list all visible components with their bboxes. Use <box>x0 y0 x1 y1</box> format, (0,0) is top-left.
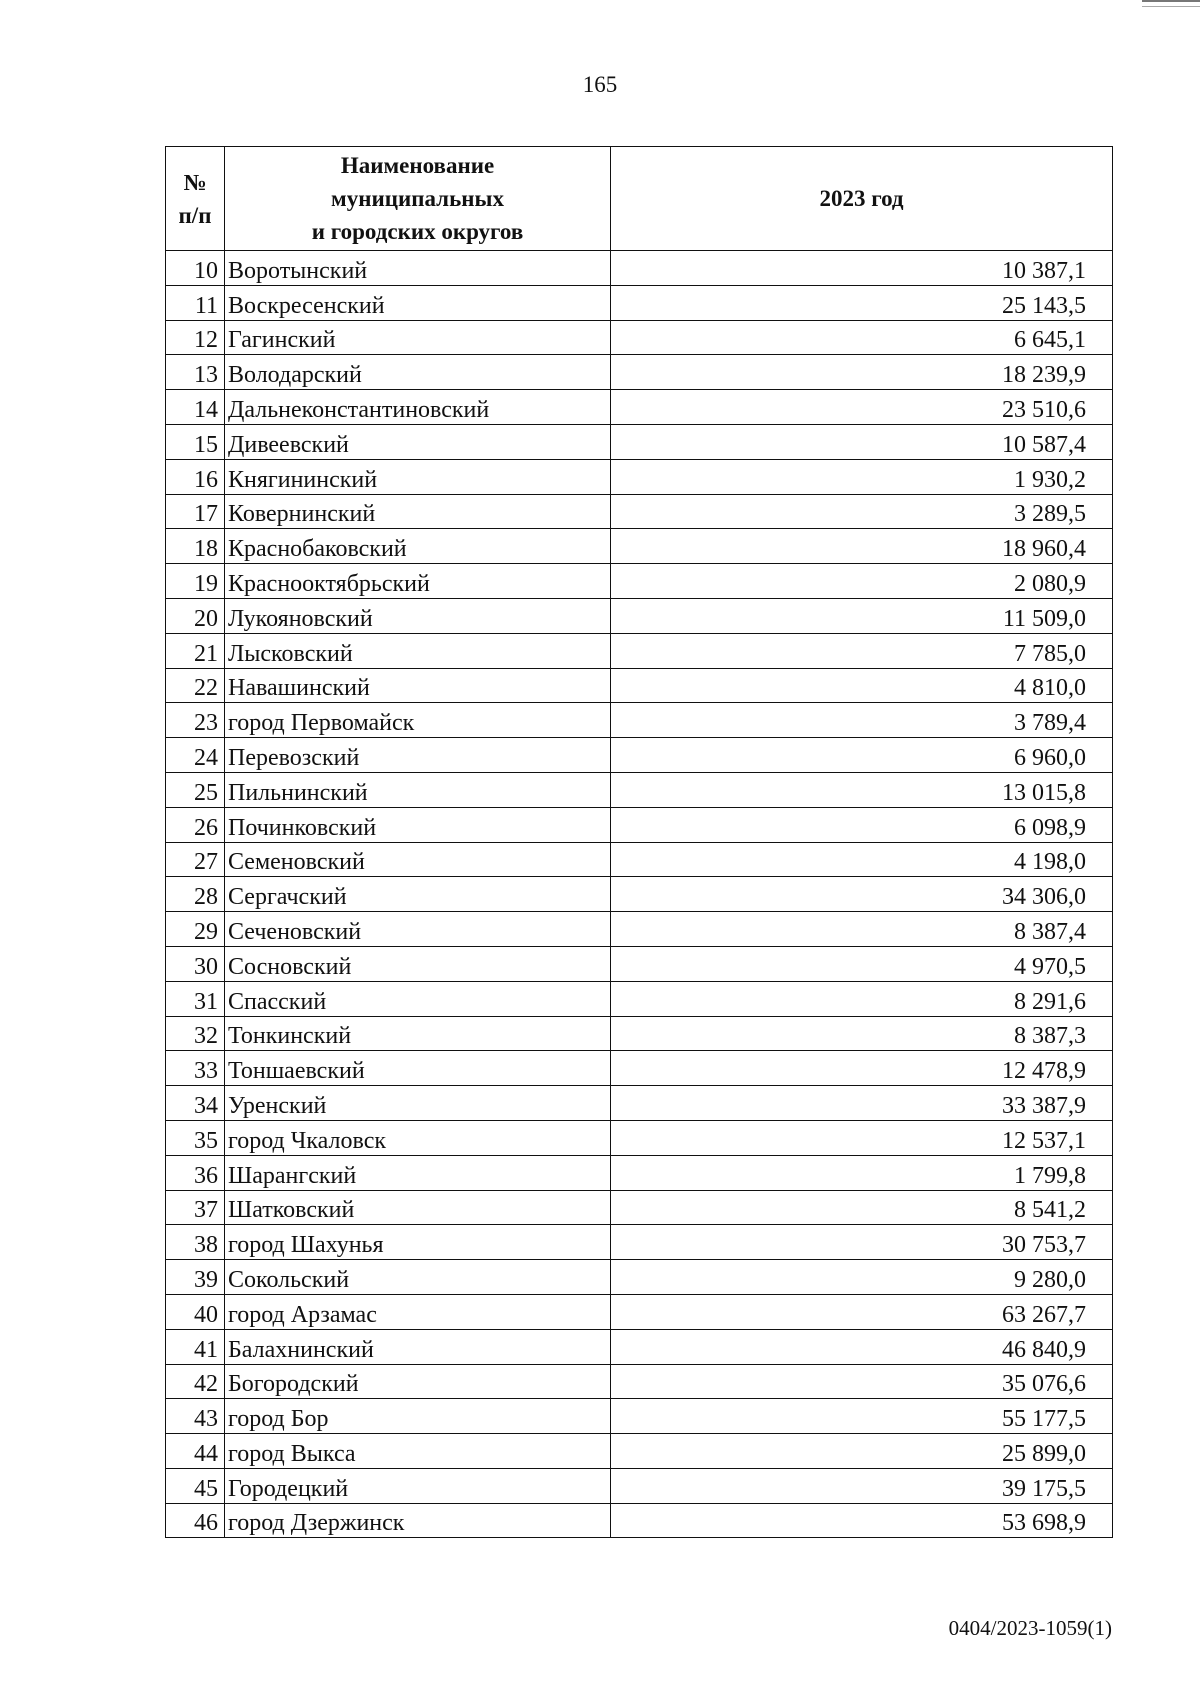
table-body <box>166 251 1113 1538</box>
row-number-cell: 37 <box>166 1190 225 1225</box>
table-row <box>166 1225 1113 1260</box>
district-name-cell: Пильнинский <box>225 772 611 807</box>
table-row <box>166 946 1113 981</box>
header-name-line3: и городских округов <box>311 219 524 244</box>
value-2023-cell: 6 098,9 <box>611 807 1113 842</box>
table-row <box>166 772 1113 807</box>
table-row <box>166 1468 1113 1503</box>
row-number-cell: 21 <box>166 633 225 668</box>
table-row <box>166 390 1113 425</box>
value-2023-cell: 13 015,8 <box>611 772 1113 807</box>
row-number-cell: 18 <box>166 529 225 564</box>
value-2023-cell: 8 291,6 <box>611 981 1113 1016</box>
row-number-cell: 31 <box>166 981 225 1016</box>
district-name-cell: Ковернинский <box>225 494 611 529</box>
table-row <box>166 1190 1113 1225</box>
value-2023-cell: 3 789,4 <box>611 703 1113 738</box>
row-number-cell: 36 <box>166 1155 225 1190</box>
value-2023-cell: 12 537,1 <box>611 1120 1113 1155</box>
value-2023-cell: 12 478,9 <box>611 1051 1113 1086</box>
table-row <box>166 1260 1113 1295</box>
district-name-cell: Семеновский <box>225 842 611 877</box>
row-number-cell: 41 <box>166 1329 225 1364</box>
district-name-cell: Тоншаевский <box>225 1051 611 1086</box>
value-2023-cell: 8 541,2 <box>611 1190 1113 1225</box>
row-number-cell: 45 <box>166 1468 225 1503</box>
value-2023-cell: 34 306,0 <box>611 877 1113 912</box>
table-row <box>166 285 1113 320</box>
value-2023-cell: 10 587,4 <box>611 424 1113 459</box>
row-number-cell: 34 <box>166 1086 225 1121</box>
value-2023-cell: 11 509,0 <box>611 598 1113 633</box>
value-2023-cell: 8 387,3 <box>611 1016 1113 1051</box>
table-row <box>166 494 1113 529</box>
table-row <box>166 1329 1113 1364</box>
district-name-cell: Городецкий <box>225 1468 611 1503</box>
value-2023-cell: 6 645,1 <box>611 320 1113 355</box>
row-number-cell: 22 <box>166 668 225 703</box>
district-name-cell: Шатковский <box>225 1190 611 1225</box>
row-number-cell: 12 <box>166 320 225 355</box>
row-number-cell: 16 <box>166 459 225 494</box>
table-row <box>166 1051 1113 1086</box>
value-2023-cell: 7 785,0 <box>611 633 1113 668</box>
district-name-cell: Княгининский <box>225 459 611 494</box>
municipal-districts-table <box>165 146 1113 1538</box>
row-number-cell: 26 <box>166 807 225 842</box>
value-2023-cell: 2 080,9 <box>611 564 1113 599</box>
table-row <box>166 912 1113 947</box>
row-number-cell: 42 <box>166 1364 225 1399</box>
district-name-cell: Богородский <box>225 1364 611 1399</box>
page-number: 165 <box>582 72 618 97</box>
value-2023-cell: 9 280,0 <box>611 1260 1113 1295</box>
district-name-cell: город Арзамас <box>225 1294 611 1329</box>
table-row <box>166 1086 1113 1121</box>
value-2023-cell: 33 387,9 <box>611 1086 1113 1121</box>
table-row <box>166 738 1113 773</box>
table-row <box>166 459 1113 494</box>
district-name-cell: Тонкинский <box>225 1016 611 1051</box>
row-number-cell: 25 <box>166 772 225 807</box>
row-number-cell: 11 <box>166 285 225 320</box>
table-row <box>166 598 1113 633</box>
row-number-cell: 13 <box>166 355 225 390</box>
value-2023-cell: 1 930,2 <box>611 459 1113 494</box>
district-name-cell: Сеченовский <box>225 912 611 947</box>
district-name-cell: Краснооктябрьский <box>225 564 611 599</box>
table-row <box>166 1294 1113 1329</box>
district-name-cell: Дальнеконстантиновский <box>225 390 611 425</box>
value-2023-cell: 18 239,9 <box>611 355 1113 390</box>
row-number-cell: 19 <box>166 564 225 599</box>
district-name-cell: Володарский <box>225 355 611 390</box>
scan-corner-mark <box>1142 0 1200 7</box>
table-row <box>166 1364 1113 1399</box>
district-name-cell: Лысковский <box>225 633 611 668</box>
table-row <box>166 981 1113 1016</box>
row-number-cell: 35 <box>166 1120 225 1155</box>
row-number-cell: 23 <box>166 703 225 738</box>
district-name-cell: Уренский <box>225 1086 611 1121</box>
value-2023-cell: 23 510,6 <box>611 390 1113 425</box>
district-name-cell: город Выкса <box>225 1434 611 1469</box>
table-row <box>166 1155 1113 1190</box>
table-row <box>166 1503 1113 1538</box>
header-number-line2: п/п <box>178 202 212 228</box>
value-2023-cell: 25 143,5 <box>611 285 1113 320</box>
district-name-cell: Воскресенский <box>225 285 611 320</box>
row-number-cell: 20 <box>166 598 225 633</box>
district-name-cell: Перевозский <box>225 738 611 773</box>
header-number-line1: № <box>183 169 207 195</box>
header-name-line2: муниципальных <box>331 186 504 211</box>
value-2023-cell: 10 387,1 <box>611 251 1113 286</box>
district-name-cell: город Первомайск <box>225 703 611 738</box>
district-name-cell: Гагинский <box>225 320 611 355</box>
row-number-cell: 44 <box>166 1434 225 1469</box>
value-2023-cell: 55 177,5 <box>611 1399 1113 1434</box>
table-row <box>166 703 1113 738</box>
value-2023-cell: 25 899,0 <box>611 1434 1113 1469</box>
district-name-cell: Спасский <box>225 981 611 1016</box>
value-2023-cell: 1 799,8 <box>611 1155 1113 1190</box>
row-number-cell: 28 <box>166 877 225 912</box>
table-row <box>166 842 1113 877</box>
row-number-cell: 15 <box>166 424 225 459</box>
value-2023-cell: 4 970,5 <box>611 946 1113 981</box>
header-name <box>225 147 611 251</box>
district-name-cell: Дивеевский <box>225 424 611 459</box>
row-number-cell: 27 <box>166 842 225 877</box>
row-number-cell: 29 <box>166 912 225 947</box>
district-name-cell: Балахнинский <box>225 1329 611 1364</box>
table-row <box>166 1399 1113 1434</box>
value-2023-cell: 39 175,5 <box>611 1468 1113 1503</box>
district-name-cell: Воротынский <box>225 251 611 286</box>
value-2023-cell: 6 960,0 <box>611 738 1113 773</box>
row-number-cell: 40 <box>166 1294 225 1329</box>
value-2023-cell: 3 289,5 <box>611 494 1113 529</box>
row-number-cell: 38 <box>166 1225 225 1260</box>
row-number-cell: 43 <box>166 1399 225 1434</box>
header-number <box>166 147 225 251</box>
row-number-cell: 32 <box>166 1016 225 1051</box>
table-row <box>166 1016 1113 1051</box>
value-2023-cell: 4 810,0 <box>611 668 1113 703</box>
table-row <box>166 877 1113 912</box>
district-name-cell: Сокольский <box>225 1260 611 1295</box>
row-number-cell: 39 <box>166 1260 225 1295</box>
value-2023-cell: 46 840,9 <box>611 1329 1113 1364</box>
table-row <box>166 668 1113 703</box>
district-name-cell: Краснобаковский <box>225 529 611 564</box>
value-2023-cell: 35 076,6 <box>611 1364 1113 1399</box>
row-number-cell: 17 <box>166 494 225 529</box>
table-row <box>166 355 1113 390</box>
table-row <box>166 564 1113 599</box>
district-name-cell: город Шахунья <box>225 1225 611 1260</box>
table-header-row <box>166 147 1113 251</box>
header-year: 2023 год <box>611 147 1113 251</box>
document-code: 0404/2023-1059(1) <box>948 1616 1112 1640</box>
table-row <box>166 320 1113 355</box>
value-2023-cell: 63 267,7 <box>611 1294 1113 1329</box>
district-name-cell: Навашинский <box>225 668 611 703</box>
district-name-cell: Шарангский <box>225 1155 611 1190</box>
table-row <box>166 251 1113 286</box>
header-name-line1: Наименование <box>340 153 495 178</box>
row-number-cell: 30 <box>166 946 225 981</box>
district-name-cell: Сергачский <box>225 877 611 912</box>
row-number-cell: 10 <box>166 251 225 286</box>
row-number-cell: 14 <box>166 390 225 425</box>
table-row <box>166 807 1113 842</box>
table-row <box>166 529 1113 564</box>
value-2023-cell: 4 198,0 <box>611 842 1113 877</box>
value-2023-cell: 8 387,4 <box>611 912 1113 947</box>
value-2023-cell: 18 960,4 <box>611 529 1113 564</box>
district-name-cell: город Дзержинск <box>225 1503 611 1538</box>
row-number-cell: 46 <box>166 1503 225 1538</box>
district-name-cell: город Чкаловск <box>225 1120 611 1155</box>
value-2023-cell: 30 753,7 <box>611 1225 1113 1260</box>
district-name-cell: Починковский <box>225 807 611 842</box>
table-row <box>166 1120 1113 1155</box>
district-name-cell: Лукояновский <box>225 598 611 633</box>
value-2023-cell: 53 698,9 <box>611 1503 1113 1538</box>
table-row <box>166 1434 1113 1469</box>
district-name-cell: город Бор <box>225 1399 611 1434</box>
district-name-cell: Сосновский <box>225 946 611 981</box>
table-row <box>166 424 1113 459</box>
table-row <box>166 633 1113 668</box>
row-number-cell: 33 <box>166 1051 225 1086</box>
row-number-cell: 24 <box>166 738 225 773</box>
